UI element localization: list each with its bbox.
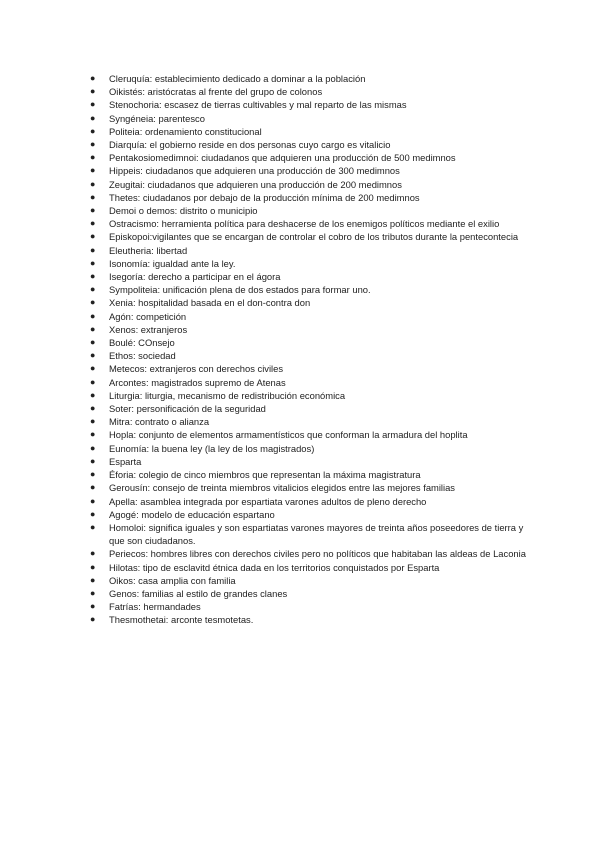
bullet-icon: ● bbox=[90, 86, 96, 97]
list-item bbox=[90, 402, 530, 415]
bullet-icon: ● bbox=[90, 469, 96, 480]
bullet-icon: ● bbox=[90, 244, 96, 255]
list-item bbox=[90, 164, 530, 177]
bullet-icon: ● bbox=[90, 257, 96, 268]
bullet-icon: ● bbox=[90, 376, 96, 387]
bullet-icon: ● bbox=[90, 323, 96, 334]
list-item-text: Sympoliteia: unificación plena de dos estados para formar uno. bbox=[109, 284, 371, 296]
list-item bbox=[90, 310, 530, 323]
list-item-text: Hilotas: tipo de esclavitd étnica dada en los territorios conquistados por Esparta bbox=[109, 561, 440, 573]
bullet-icon: ● bbox=[90, 548, 96, 559]
list-item-text: Oikistés: aristócratas al frente del grupo de colonos bbox=[109, 86, 323, 98]
list-item-text: Xenos: extranjeros bbox=[109, 323, 188, 335]
list-item bbox=[90, 270, 530, 283]
bullet-icon: ● bbox=[90, 416, 96, 427]
bullet-icon: ● bbox=[90, 350, 96, 361]
list-item-text: Hippeis: ciudadanos que adquieren una producción de 300 medimnos bbox=[109, 165, 400, 177]
list-item-text: Eunomía: la buena ley (la ley de los magistrados) bbox=[109, 442, 315, 454]
bullet-icon: ● bbox=[90, 73, 96, 83]
list-item-text: Ostracismo: herramienta política para deshacerse de los enemigos políticos mediante el exilio bbox=[109, 218, 500, 230]
bullet-icon: ● bbox=[90, 297, 96, 308]
list-item-text: Cleruquía: establecimiento dedicado a dominar a la población bbox=[109, 73, 366, 84]
list-item-text: Boulé: COnsejo bbox=[109, 337, 175, 349]
list-item bbox=[90, 587, 530, 600]
list-item-text: Thesmothetai: arconte tesmotetas. bbox=[109, 614, 254, 626]
list-item-text: Ethos: sociedad bbox=[109, 350, 176, 362]
list-item-text: Soter: personificación de la seguridad bbox=[109, 403, 266, 415]
list-item bbox=[90, 191, 530, 204]
list-item-text: Diarquía: el gobierno reside en dos personas cuyo cargo es vitalicio bbox=[109, 139, 391, 151]
bullet-icon: ● bbox=[90, 574, 96, 585]
list-item bbox=[90, 442, 530, 455]
list-item-text: Zeugitai: ciudadanos que adquieren una producción de 200 medimnos bbox=[109, 178, 402, 190]
list-item bbox=[90, 296, 530, 309]
list-item bbox=[90, 455, 530, 468]
bullet-icon: ● bbox=[90, 165, 96, 176]
list-item-text: Pentakosiomedimnoi: ciudadanos que adquieren una producción de 500 medimnos bbox=[109, 152, 456, 164]
list-item bbox=[90, 613, 530, 626]
list-item bbox=[90, 362, 530, 375]
list-item-text: Syngéneia: parentesco bbox=[109, 112, 205, 124]
list-item-text: Xenia: hospitalidad basada en el don-contra don bbox=[109, 297, 311, 309]
bullet-icon: ● bbox=[90, 218, 96, 229]
bullet-icon: ● bbox=[90, 495, 96, 506]
bullet-icon: ● bbox=[90, 125, 96, 136]
list-item bbox=[90, 428, 530, 441]
list-item-text: Mitra: contrato o alianza bbox=[109, 416, 210, 428]
list-item bbox=[90, 138, 530, 151]
bullet-icon: ● bbox=[90, 231, 96, 242]
bullet-icon: ● bbox=[90, 191, 96, 202]
bullet-icon: ● bbox=[90, 310, 96, 321]
list-item-text: Isegoría: derecho a participar en el ágora bbox=[109, 271, 281, 283]
list-item bbox=[90, 112, 530, 125]
bullet-icon: ● bbox=[90, 429, 96, 440]
list-item bbox=[90, 85, 530, 98]
bullet-icon: ● bbox=[90, 482, 96, 493]
list-item bbox=[90, 376, 530, 389]
bullet-icon: ● bbox=[90, 139, 96, 150]
list-item bbox=[90, 125, 530, 138]
list-item bbox=[90, 244, 530, 257]
list-item-text: Arcontes: magistrados supremo de Atenas bbox=[109, 376, 286, 388]
list-item bbox=[90, 230, 530, 243]
bullet-icon: ● bbox=[90, 205, 96, 216]
list-item bbox=[90, 151, 530, 164]
list-item-text: Periecos: hombres libres con derechos civiles pero no políticos que habitaban las aldeas de Laconia bbox=[109, 548, 526, 560]
list-item bbox=[90, 521, 530, 547]
list-item bbox=[90, 495, 530, 508]
list-item bbox=[90, 574, 530, 587]
bullet-icon: ● bbox=[90, 508, 96, 519]
bullet-icon: ● bbox=[90, 601, 96, 612]
list-item-text: Agogé: modelo de educación espartano bbox=[109, 508, 275, 520]
bullet-icon: ● bbox=[90, 152, 96, 163]
list-item-text: Episkopoi:vigilantes que se encargan de controlar el cobro de los tributos durante la pentecontecia bbox=[109, 231, 519, 243]
list-item-text: Stenochoria: escasez de tierras cultivables y mal reparto de las mismas bbox=[109, 99, 407, 111]
bullet-icon: ● bbox=[90, 455, 96, 466]
list-item bbox=[90, 468, 530, 481]
bullet-icon: ● bbox=[90, 337, 96, 348]
list-item bbox=[90, 98, 530, 111]
bullet-icon: ● bbox=[90, 99, 96, 110]
list-item-text: Hopla: conjunto de elementos armamentísticos que conforman la armadura del hoplita bbox=[109, 429, 468, 441]
list-item bbox=[90, 336, 530, 349]
list-item-text: Isonomía: igualdad ante la ley. bbox=[109, 257, 236, 269]
list-item-text: Liturgia: liturgia, mecanismo de redistribución económica bbox=[109, 389, 346, 401]
bullet-icon: ● bbox=[90, 363, 96, 374]
list-item-text: Apella: asamblea integrada por espartiata varones adultos de pleno derecho bbox=[109, 495, 427, 507]
bullet-icon: ● bbox=[90, 614, 96, 625]
list-item bbox=[90, 323, 530, 336]
list-item bbox=[90, 349, 530, 362]
list-item-text: Homoloi: significa iguales y son espartiatas varones mayores de treinta años poseedores de tierra y que son ciudadanos. bbox=[109, 521, 524, 547]
glossary-list bbox=[90, 72, 530, 627]
list-item bbox=[90, 178, 530, 191]
list-item-text: Genos: familias al estilo de grandes clanes bbox=[109, 587, 288, 599]
bullet-icon: ● bbox=[90, 178, 96, 189]
list-item-text: Oikos: casa amplia con familia bbox=[109, 574, 236, 586]
list-item-text: Gerousín: consejo de treinta miembros vitalicios elegidos entre las mejores familias bbox=[109, 482, 455, 494]
list-item-text: Demoi o demos: distrito o municipio bbox=[109, 205, 258, 217]
bullet-icon: ● bbox=[90, 403, 96, 414]
list-item bbox=[90, 204, 530, 217]
list-item-text: Eleutheria: libertad bbox=[109, 244, 188, 256]
list-item bbox=[90, 415, 530, 428]
list-item bbox=[90, 481, 530, 494]
list-item-text: Agón: competición bbox=[109, 310, 187, 322]
list-item bbox=[90, 72, 530, 85]
list-item bbox=[90, 217, 530, 230]
list-item-text: Metecos: extranjeros con derechos civiles bbox=[109, 363, 284, 375]
list-item bbox=[90, 257, 530, 270]
bullet-icon: ● bbox=[90, 112, 96, 123]
bullet-icon: ● bbox=[90, 389, 96, 400]
list-item-text: Fatrías: hermandades bbox=[109, 601, 201, 613]
bullet-icon: ● bbox=[90, 521, 96, 532]
list-item bbox=[90, 283, 530, 296]
list-item bbox=[90, 547, 530, 560]
list-item bbox=[90, 508, 530, 521]
bullet-icon: ● bbox=[90, 442, 96, 453]
list-item-text: Esparta bbox=[109, 455, 142, 467]
list-item bbox=[90, 561, 530, 574]
bullet-icon: ● bbox=[90, 587, 96, 598]
list-item-text: Politeia: ordenamiento constitucional bbox=[109, 125, 262, 137]
list-item-text: Éforia: colegio de cinco miembros que representan la máxima magistratura bbox=[109, 469, 421, 481]
list-item bbox=[90, 600, 530, 613]
list-item bbox=[90, 389, 530, 402]
list-item-text: Thetes: ciudadanos por debajo de la producción mínima de 200 medimnos bbox=[109, 191, 420, 203]
bullet-icon: ● bbox=[90, 561, 96, 572]
bullet-icon: ● bbox=[90, 271, 96, 282]
bullet-icon: ● bbox=[90, 284, 96, 295]
